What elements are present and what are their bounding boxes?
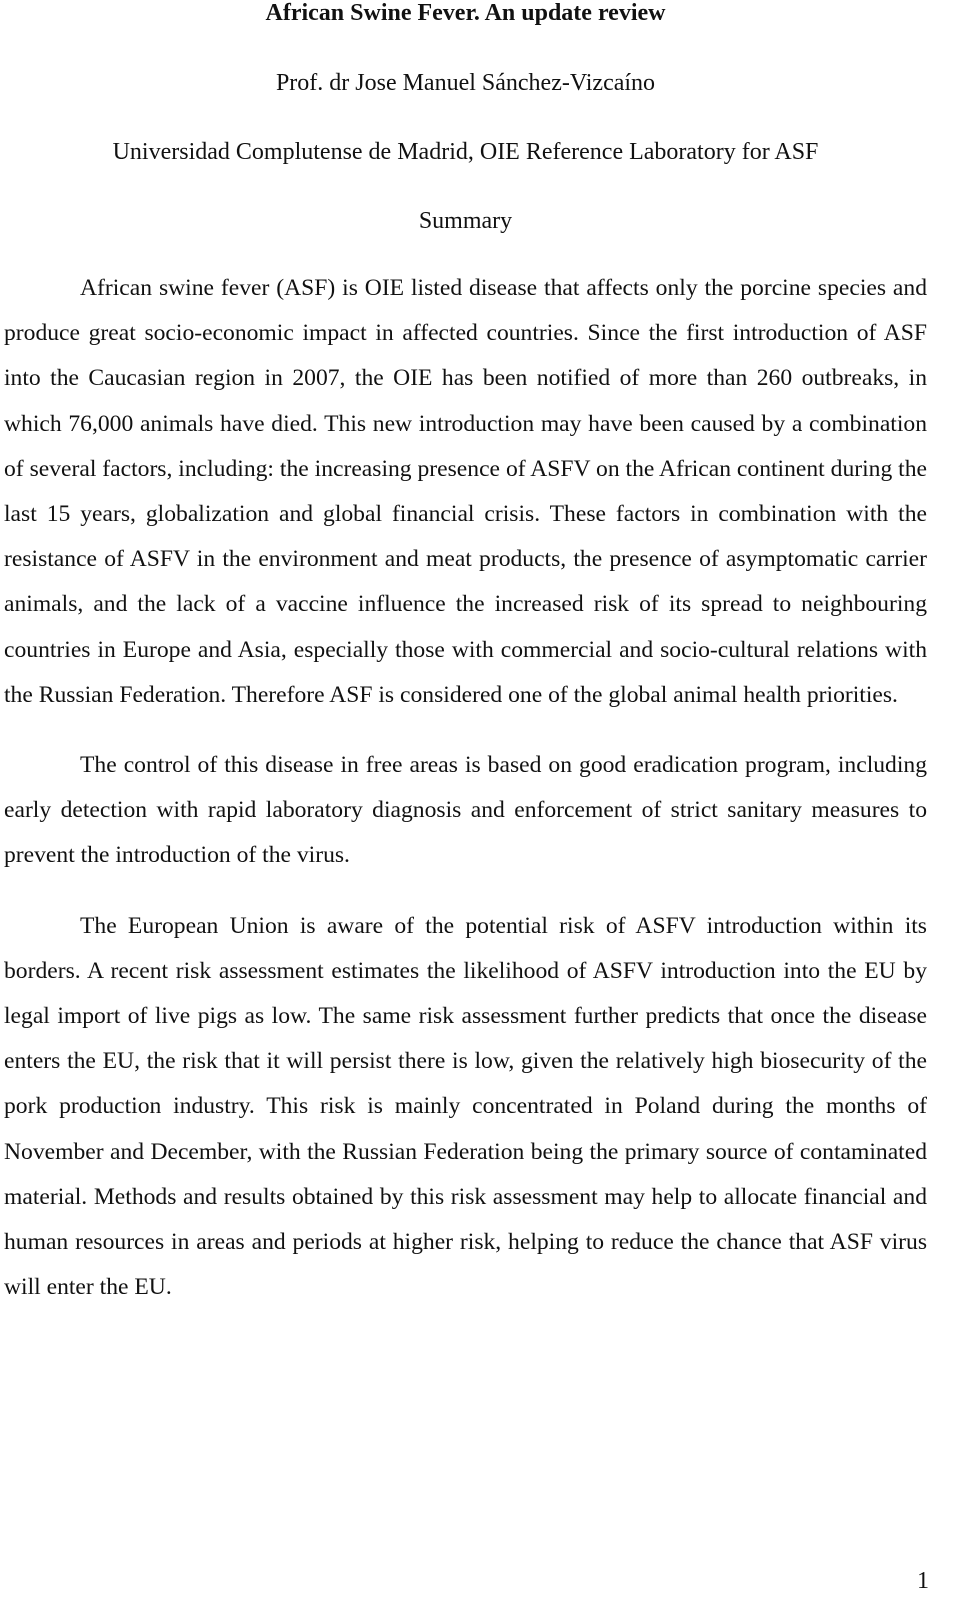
section-heading-summary: Summary bbox=[418, 208, 513, 234]
author-affiliation: Universidad Complutense de Madrid, OIE Reference Laboratory for ASF bbox=[112, 139, 819, 165]
page-number: 1 bbox=[917, 1568, 929, 1594]
document-title: African Swine Fever. An update review bbox=[265, 0, 666, 26]
summary-paragraph-2: The control of this disease in free areas is based on good eradication program, including early detection with rapid laboratory diagnosis and enforcement of strict sanitary measures to prevent the introduction of the virus. bbox=[4, 752, 927, 869]
summary-paragraph-1: African swine fever (ASF) is OIE listed disease that affects only the porcine species and produce great socio-economic impact in affected countries. Since the first introduction of ASF into the Caucasian region in 2007, the OIE has been notified of more than 260 outbreaks, in which 76,000 animals have died. This new introduction may have been caused by a combination of several factors, including: the increasing presence of ASFV on the African continent during the last 15 years, globalization and global financial crisis. These factors in combination with the resistance of ASFV in the environment and meat products, the presence of asymptomatic carrier animals, and the lack of a vaccine influence the increased risk of its spread to neighbouring countries in Europe and Asia, especially those with commercial and socio-cultural relations with the Russian Federation. Therefore ASF is considered one of the global animal health priorities. bbox=[4, 275, 927, 708]
author-name: Prof. dr Jose Manuel Sánchez-Vizcaíno bbox=[275, 70, 656, 96]
summary-paragraph-3: The European Union is aware of the potential risk of ASFV introduction within its borders. A recent risk assessment estimates the likelihood of ASFV introduction into the EU by legal import of live pigs as low. The same risk assessment further predicts that once the disease enters the EU, the risk that it will persist there is low, given the relatively high biosecurity of the pork production industry. This risk is mainly concentrated in Poland during the months of November and December, with the Russian Federation being the primary source of contaminated material. Methods and results obtained by this risk assessment may help to allocate financial and human resources in areas and periods at higher risk, helping to reduce the chance that ASF virus will enter the EU. bbox=[4, 912, 927, 1301]
